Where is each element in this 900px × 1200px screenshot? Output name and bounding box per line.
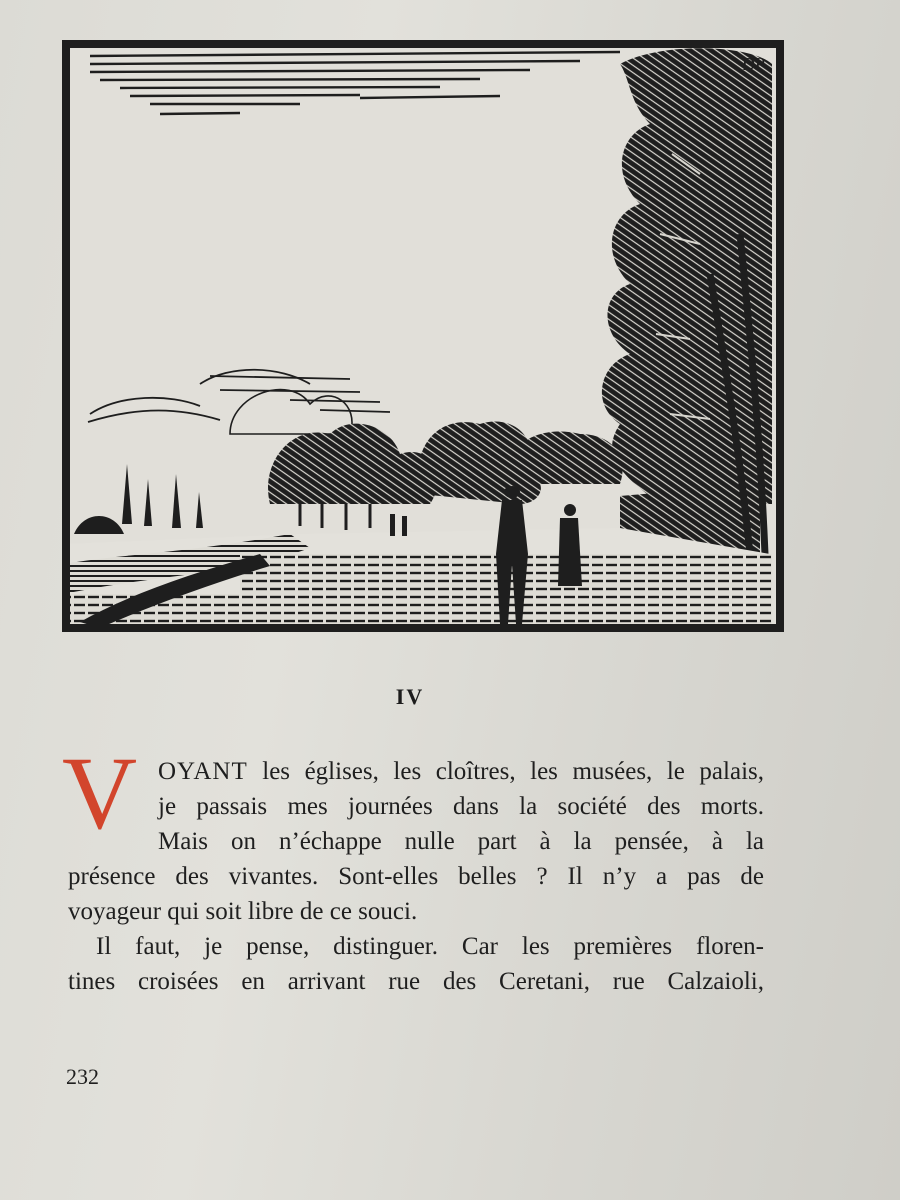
- text-line: je passais mes journées dans la société des morts.: [158, 793, 764, 820]
- first-word-small-caps: OYANT: [158, 758, 248, 785]
- text-line: voyageur qui soit libre de ce souci.: [68, 898, 418, 925]
- text-line: OYANT les églises, les cloîtres, les musées, le palais,: [158, 758, 764, 785]
- text-line: Mais on n’échappe nulle part à la pensée, à la: [158, 828, 764, 855]
- chapter-number: IV: [395, 684, 425, 709]
- page-number: 232: [66, 1064, 99, 1089]
- svg-text:DP: DP: [742, 54, 766, 74]
- text-line: tines croisées en arrivant rue des Ceretani, rue Calzaioli,: [68, 968, 764, 995]
- text-line: présence des vivantes. Sont-elles belles ? Il n’y a pas de: [68, 863, 764, 890]
- body-text: [62, 736, 764, 999]
- text-line: Il faut, je pense, distinguer. Car les premières floren-: [96, 933, 764, 960]
- drop-cap: V: [62, 736, 138, 851]
- woodcut-landscape-illustration: [60, 34, 786, 638]
